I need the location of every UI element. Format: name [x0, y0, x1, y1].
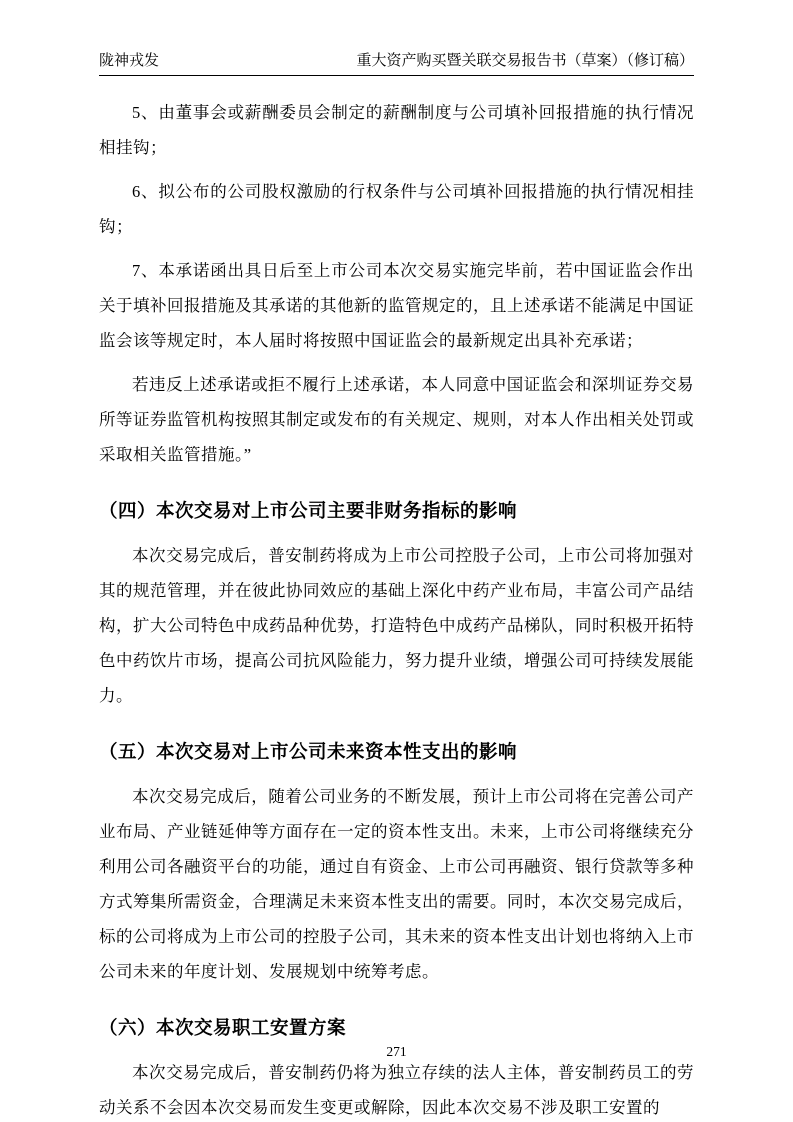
paragraph-section-6: 本次交易完成后，普安制药仍将为独立存续的法人主体，普安制药员工的劳动关系不会因本次交易而发生变更或解除，因此本次交易不涉及职工安置的 [99, 1063, 694, 1117]
section-heading-6: （六）本次交易职工安置方案 [99, 1017, 347, 1038]
section-heading-5: （五）本次交易对上市公司未来资本性支出的影响 [99, 741, 518, 762]
page-footer [0, 1044, 793, 1060]
page-header [99, 0, 694, 76]
document-body [99, 76, 694, 1122]
paragraph-item-5: 5、由董事会或薪酬委员会制定的薪酬制度与公司填补回报措施的执行情况相挂钩； [99, 103, 694, 157]
header-report-title: 重大资产购买暨关联交易报告书（草案）（修订稿） [356, 53, 694, 69]
paragraph-item-6: 6、拟公布的公司股权激励的行权条件与公司填补回报措施的执行情况相挂钩； [99, 182, 694, 236]
paragraph-item-7: 7、本承诺函出具日后至上市公司本次交易实施完毕前，若中国证监会作出关于填补回报措施及其承诺的其他新的监管规定的，且上述承诺不能满足中国证监会该等规定时，本人届时将按照中国证监会的最新规定出具补充承诺； [99, 261, 694, 350]
page-number: 271 [386, 1044, 407, 1059]
header-company-name: 陇神戎发 [99, 53, 160, 69]
section-heading-4: （四）本次交易对上市公司主要非财务指标的影响 [99, 500, 518, 521]
paragraph-section-4: 本次交易完成后，普安制药将成为上市公司控股子公司，上市公司将加强对其的规范管理，并在彼此协同效应的基础上深化中药产业布局，丰富公司产品结构，扩大公司特色中成药品种优势，打造特色中成药产品梯队，同时积极开拓特色中药饮片市场，提高公司抗风险能力，努力提升业绩，增强公司可持续发展能力。 [99, 546, 694, 705]
paragraph-section-5: 本次交易完成后，随着公司业务的不断发展，预计上市公司将在完善公司产业布局、产业链延伸等方面存在一定的资本性支出。未来，上市公司将继续充分利用公司各融资平台的功能，通过自有资金、上市公司再融资、银行贷款等多种方式筹集所需资金，合理满足未来资本性支出的需要。同时，本次交易完成后，标的公司将成为上市公司的控股子公司，其未来的资本性支出计划也将纳入上市公司未来的年度计划、发展规划中统筹考虑。 [99, 787, 694, 981]
paragraph-violation-clause: 若违反上述承诺或拒不履行上述承诺，本人同意中国证监会和深圳证券交易所等证券监管机构按照其制定或发布的有关规定、规则，对本人作出相关处罚或采取相关监管措施。” [99, 375, 694, 464]
